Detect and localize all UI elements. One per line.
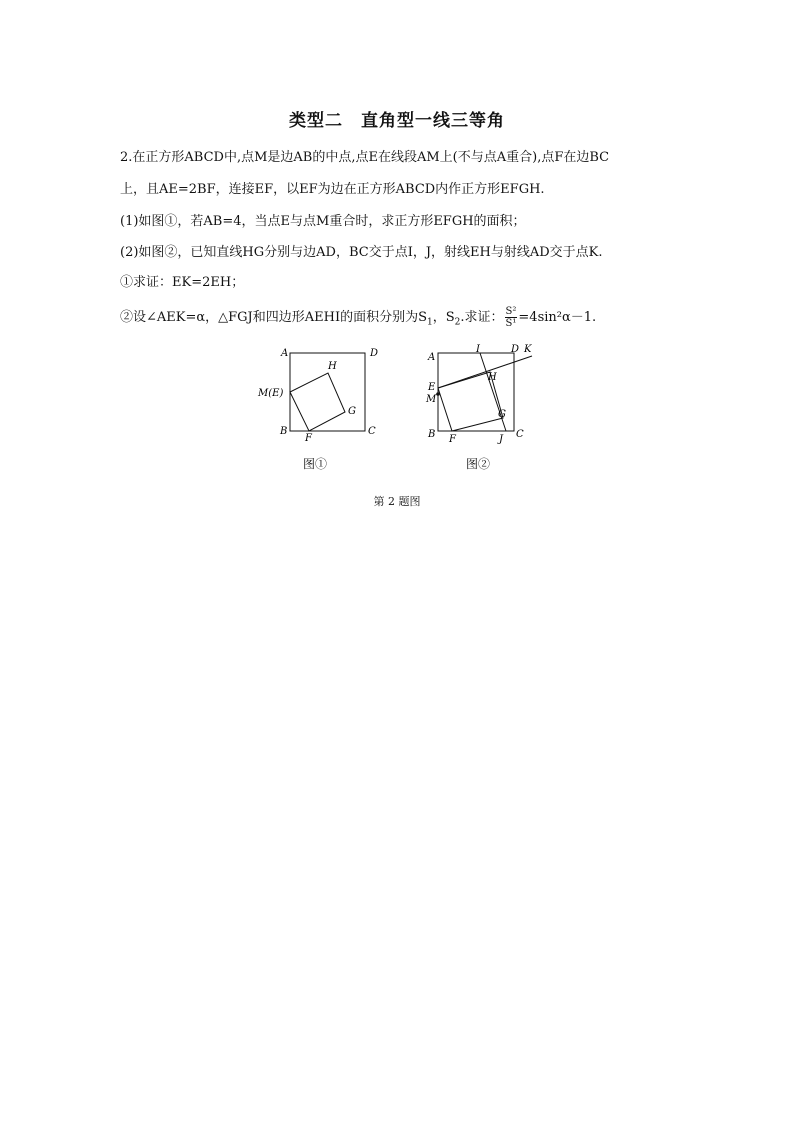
- title-part1: 类型二: [289, 111, 343, 131]
- line6-pre: ②设∠AEK=α，△FGJ和四边形AEHI的面积分别为S: [120, 310, 428, 325]
- label-j: J: [499, 434, 504, 445]
- label-c: C: [516, 429, 524, 440]
- fraction: [505, 306, 518, 329]
- label-me: M(E): [258, 388, 284, 399]
- line6-mid: ，S: [432, 310, 455, 325]
- label-e: E: [428, 382, 436, 393]
- label-f: F: [305, 433, 312, 444]
- figure-2: [420, 340, 550, 445]
- label-c: C: [368, 426, 376, 437]
- figure-2-caption: 图②: [466, 457, 491, 471]
- fraction-numerator: S²: [505, 306, 517, 317]
- label-h: H: [488, 372, 497, 383]
- square-efgh: [290, 373, 345, 431]
- section-title: [0, 106, 794, 131]
- label-k: K: [524, 344, 532, 355]
- problem-line-5: ①求证：EK=2EH；: [120, 275, 245, 290]
- label-h: H: [328, 361, 337, 372]
- subscript-2: 2: [454, 317, 461, 328]
- label-a: A: [428, 352, 436, 363]
- point-m: [436, 392, 440, 396]
- label-d: D: [370, 348, 379, 359]
- label-b: B: [428, 429, 436, 440]
- title-part2: 直角型一线三等角: [361, 111, 505, 131]
- line6-post2: =4sin²α－1.: [518, 310, 597, 325]
- subscript-1: 1: [427, 317, 433, 328]
- label-f: F: [449, 434, 456, 445]
- label-a: A: [281, 348, 289, 359]
- figure-1: [250, 340, 390, 445]
- label-m: M: [426, 394, 437, 405]
- label-g: G: [348, 406, 356, 417]
- label-b: B: [280, 426, 288, 437]
- problem-line-3: (1)如图①，若AB=4，当点E与点M重合时，求正方形EFGH的面积；: [120, 214, 526, 229]
- problem-line-1: 2.在正方形ABCD中,点M是边AB的中点,点E在线段AM上(不与点A重合),点F在边BC: [120, 150, 610, 165]
- problem-line-6: [120, 306, 596, 329]
- problem-figure-caption: 第 2 题图: [373, 495, 421, 508]
- label-g: G: [498, 409, 506, 420]
- figure-1-caption: 图①: [303, 457, 328, 471]
- ray-ek: [438, 356, 532, 388]
- label-i: I: [476, 344, 480, 355]
- problem-line-4: (2)如图②，已知直线HG分别与边AD，BC交于点I，J，射线EH与射线AD交于点K.: [120, 245, 603, 260]
- problem-line-2: 上，且AE=2BF，连接EF，以EF为边在正方形ABCD内作正方形EFGH.: [120, 182, 545, 197]
- line6-post1: .求证：: [460, 310, 504, 325]
- label-d: D: [511, 344, 520, 355]
- fraction-denominator: S¹: [505, 318, 517, 329]
